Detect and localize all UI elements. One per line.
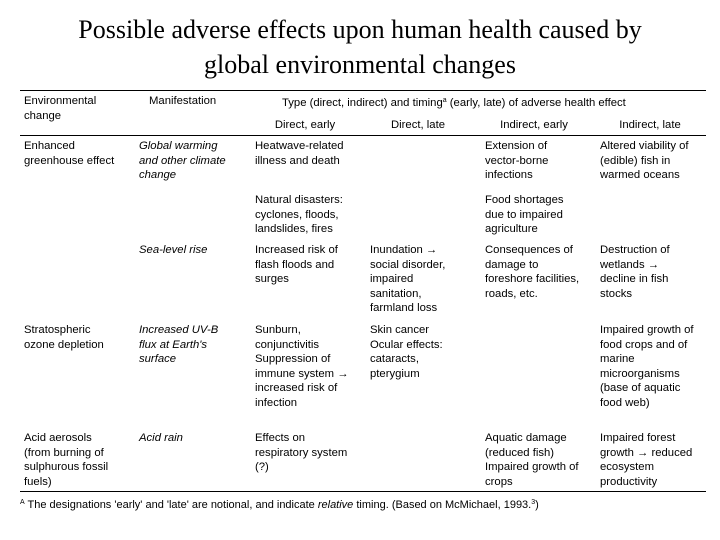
header-indirect-early: Indirect, early — [500, 119, 568, 131]
acid-manifestation: Acid rain — [139, 432, 183, 444]
disaster-direct-early: Natural disasters: cyclones, floods, landslides, fires — [255, 194, 343, 235]
footnote: $^A$ The designations 'early' and 'late' are notional, and indicate relative timing. (Based on McMichael, 1993.$^3$) — [20, 499, 539, 511]
ghg-direct-early: Heatwave-related illness and death — [255, 140, 344, 167]
header-rule — [20, 135, 706, 136]
sea-indirect-early: Consequences of damage to foreshore facilities, roads, etc. — [485, 244, 580, 300]
top-rule — [20, 90, 706, 91]
ghg-indirect-early: Extension of vector-borne infections — [485, 140, 549, 181]
page-title — [0, 12, 720, 82]
ozone-direct-late: Skin cancer Ocular effects: cataracts, pterygium — [370, 324, 443, 380]
header-direct-early: Direct, early — [274, 119, 336, 131]
sea-manifestation: Sea-level rise — [139, 244, 208, 256]
header-direct-late: Direct, late — [391, 119, 445, 131]
ozone-direct-early: Sunburn, conjunctivitis Suppression of immune system → increased risk of infection — [255, 324, 349, 409]
title-line-2: global environmental changes — [204, 50, 516, 79]
ghg-change: Enhanced greenhouse effect — [24, 140, 115, 167]
ozone-manifestation: Increased UV-B flux at Earth's surface — [139, 324, 219, 365]
sea-direct-late: Inundation → social disorder, impaired sanitation, farmland loss — [370, 244, 446, 314]
acid-direct-early: Effects on respiratory system (?) — [255, 432, 348, 473]
header-indirect-late: Indirect, late — [619, 119, 681, 131]
ghg-indirect-late: Altered viability of (edible) fish in warmed oceans — [600, 140, 689, 181]
header-environmental-change: Environmental change — [24, 95, 97, 122]
acid-change: Acid aerosols (from burning of sulphurous fossil fuels) — [24, 432, 109, 488]
header-manifestation: Manifestation — [149, 95, 217, 107]
disaster-indirect-early: Food shortages due to impaired agriculture — [485, 194, 564, 235]
acid-indirect-late: Impaired forest growth → reduced ecosystem productivity — [600, 432, 693, 488]
ghg-manifestation: Global warming and other climate change — [139, 140, 226, 181]
sea-direct-early: Increased risk of flash floods and surges — [255, 244, 338, 285]
title-line-1: Possible adverse effects upon human health caused by — [78, 15, 642, 44]
sea-indirect-late: Destruction of wetlands → decline in fish stocks — [600, 244, 670, 300]
ozone-indirect-late: Impaired growth of food crops and of marine microorganisms (base of aquatic food web) — [600, 324, 694, 409]
ozone-change: Stratospheric ozone depletion — [24, 324, 104, 351]
bottom-rule — [20, 491, 706, 492]
header-type-timing: Type (direct, indirect) and timing$^a$ (early, late) of adverse health effect — [282, 97, 626, 109]
acid-indirect-early: Aquatic damage (reduced fish) Impaired growth of crops — [485, 432, 579, 488]
